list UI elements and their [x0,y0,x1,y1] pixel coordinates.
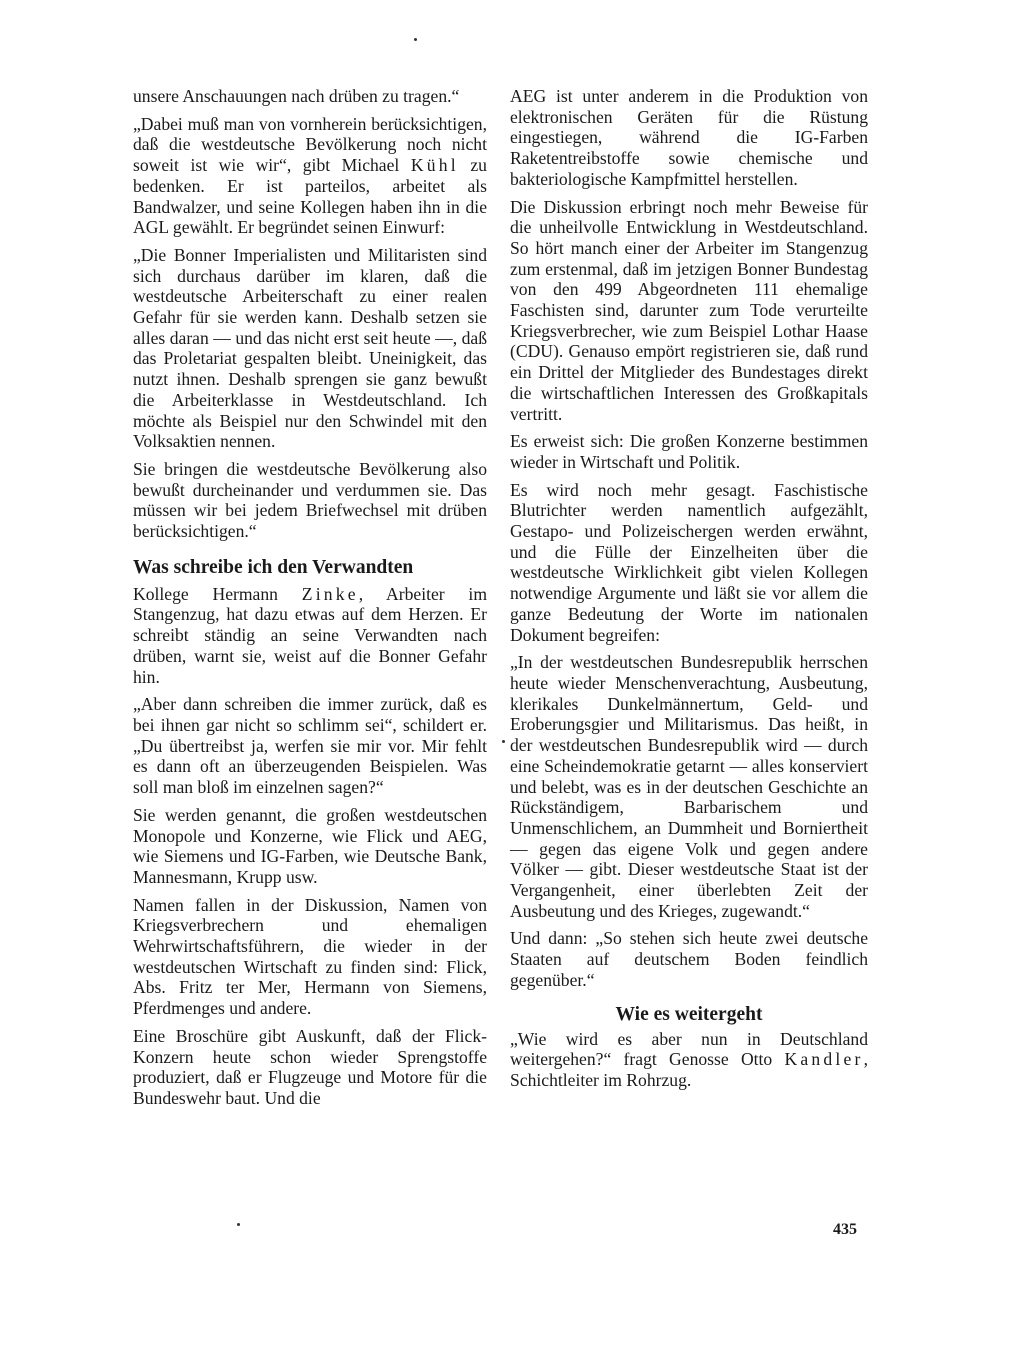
scan-speck [502,740,505,743]
paragraph: Kollege Hermann Zinke, Arbeiter im Stangenzug, hat dazu etwas auf dem Herzen. Er schreibt ständig an seine Verwandten nach drüben, warnt sie, weist auf die Bonner Gefahr hin. [133,583,487,687]
scan-speck [414,38,417,41]
page-number: 435 [833,1221,857,1238]
paragraph: AEG ist unter anderem in die Produktion von elektronischen Geräten für die Rüstung eingestiegen, während die IG-Farben Raketentreibstoffe sowie chemische und bakteriologische Kampfmittel herstellen. [510,86,868,189]
left-column [133,86,487,1109]
section-heading: Was schreibe ich den Verwandten [133,556,414,578]
paragraph: Die Diskussion erbringt noch mehr Beweise für die unheilvolle Entwicklung in Westdeutschland. So hört manch einer der Arbeiter im Stangenzug zum erstenmal, daß im jetzigen Bonner Bundestag von den 499 Abgeordneten 111 ehemalige Faschisten sind, darunter zum Tode verurteilte Kriegsverbrecher, wie zum Beispiel Lothar Haase (CDU). Genauso empört registrieren sie, daß rund ein Drittel der Mitglieder des Bundestages direkt die wirtschaftlichen Interessen des Großkapitals vertritt. [510,196,868,424]
right-column [510,86,868,1091]
paragraph: Sie bringen die westdeutsche Bevölkerung also bewußt durcheinander und verdummen sie. Das müssen wir bei jedem Briefwechsel mit drüben berücksichtigen.“ [133,458,487,542]
scan-speck [237,1223,240,1226]
paragraph: Namen fallen in der Diskussion, Namen von Kriegsverbrechern und ehemaligen Wehrwirtschaftsführern, die wieder in der westdeutschen Wirtschaft zu finden sind: Flick, Abs. Fritz ter Mer, Hermann von Siemens, Pferdmenges und andere. [133,894,487,1019]
section-heading: Wie es weitergeht [615,1003,763,1025]
quotation: „In der westdeutschen Bundesrepublik herrschen heute wieder Menschenverachtung, Ausbeutung, klerikales Dunkelmännertum, Geld- und Eroberungsgier und Militarismus. Das heißt, in der westdeutschen Bundesrepublik wird — durch eine Scheindemokratie getarnt — alles konserviert und belebt, was es in der deutschen Geschichte an Rückständigem, Barbarischem und Unmenschlichem, an Dummheit und Borniertheit — gegen das eigene Volk und gegen andere Völker — gibt. Dieser westdeutsche Staat ist der Vergangenheit, einer überlebten Zeit der Ausbeutung und des Krieges, zugewandt.“ [510,652,868,921]
paragraph: „Aber dann schreiben die immer zurück, daß es bei ihnen gar nicht so schlimm sei“, schildert er. „Du übertreibst ja, werfen sie mir vor. Mir fehlt es dann oft an überzeugenden Beispielen. Was soll man bloß im einzelnen sagen?“ [133,694,487,798]
paragraph: Sie werden genannt, die großen westdeutschen Monopole und Konzerne, wie Flick und AEG, wie Siemens und IG-Farben, wie Deutsche Bank, Mannesmann, Krupp usw. [133,804,487,887]
paragraph: „Wie wird es aber nun in Deutschland weitergehen?“ fragt Genosse Otto Kandler, Schichtleiter im Rohrzug. [510,1028,868,1090]
paragraph: „Die Bonner Imperialisten und Militaristen sind sich durchaus darüber im klaren, daß die westdeutsche Arbeiterschaft zu einer realen Gefahr für sie werden kann. Deshalb setzen sie alles daran — und das nicht erst seit heute —, daß das Proletariat gespalten bleibt. Uneinigkeit, das nutzt ihnen. Deshalb sprengen sie ganz bewußt die Arbeiterklasse in Westdeutschland. Ich möchte als Beispiel nur den Schwindel mit den Volksaktien nennen. [133,244,487,452]
paragraph: Es wird noch mehr gesagt. Faschistische Blutrichter werden namentlich aufgezählt, Gestapo- und Polizeischergen werden erwähnt, und die Fülle der Einzelheiten über die westdeutsche Wirklichkeit gibt vielen Kollegen notwendige Argumente und läßt sie vor allem die ganze Bedeutung der Worte im nationalen Dokument begreifen: [510,479,868,645]
paragraph: Und dann: „So stehen sich heute zwei deutsche Staaten auf deutschem Boden feindlich gegenüber.“ [510,928,868,990]
paragraph: „Dabei muß man von vornherein berücksichtigen, daß die westdeutsche Bevölkerung noch nicht soweit ist wie wir“, gibt Michael Kühl zu bedenken. Er ist parteilos, arbeitet als Bandwalzer, und seine Kollegen haben ihn in die AGL gewählt. Er begründet seinen Einwurf: [133,113,487,238]
paragraph: unsere Anschauungen nach drüben zu tragen.“ [133,86,460,106]
paragraph: Es erweist sich: Die großen Konzerne bestimmen wieder in Wirtschaft und Politik. [510,431,868,472]
paragraph: Eine Broschüre gibt Auskunft, daß der Flick-Konzern heute schon wieder Sprengstoffe produziert, daß er Flugzeuge und Motore für die Bundeswehr baut. Und die [133,1025,487,1108]
